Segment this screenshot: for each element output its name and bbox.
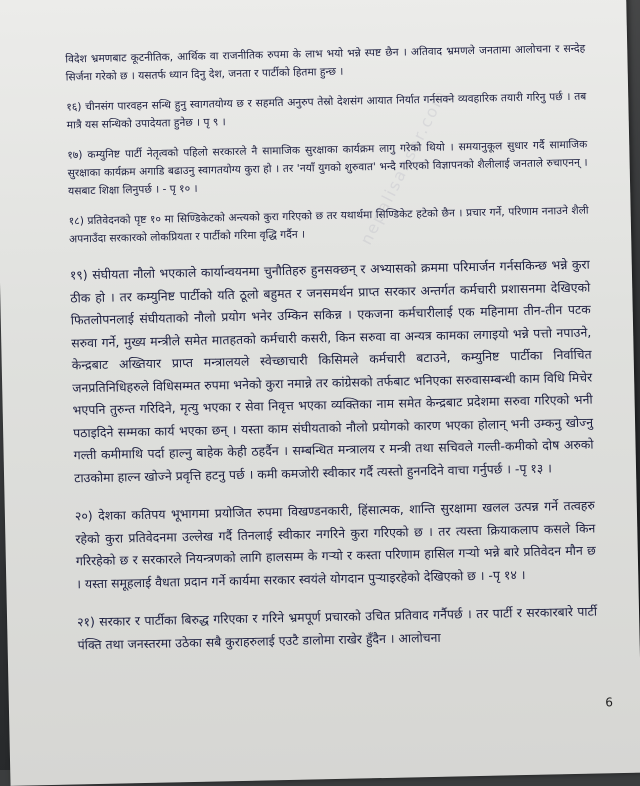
page-number: 6: [605, 695, 614, 710]
paragraph-intro: विदेश भ्रमणबाट कूटनीतिक, आर्थिक वा राजनीतिक रुपमा के लाभ भयो भन्ने स्पष्ट छैन । अतिवाद भ्रमणले जनतामा आलोचना र सन्देह सिर्जना गरेको छ । यसतर्फ ध्यान दिनु देश, जनता र पार्टीको हितमा हुन्छ ।: [65, 42, 586, 84]
paragraph-18: १८) प्रतिवेदनको पृष्ट १० मा सिण्डिकेटको अन्त्यको कुरा गरिएको छ तर यथार्थमा सिण्डिकेट हटेको छैन । प्रचार गर्ने, परिणाम ननाउने शैली अपनाउँदा सरकारको लोकप्रियता र पार्टीको गरिमा वृद्धि गर्दैन ।: [68, 204, 589, 246]
paragraph-19: १९) संघीयता नौलो भएकाले कार्यान्वयनमा चुनौतिहरु हुनसक्छन् र अभ्यासको क्रममा परिमार्जन गर्नसकिन्छ भन्ने कुरा ठीक हो । तर कम्युनिष्ट पार्टीको यति ठूलो बहुमत र जनसमर्थन प्राप्त सरकार अन्तर्गत कर्मचारी प्रशासनमा देखिएको फितलोपनलाई संघीयताको नौलो प्रयोग भनेर उम्किन सकिन्न । एकजना कर्मचारीलाई एक महिनामा तीन-तीन पटक सरुवा गर्ने, मुख्य मन्त्रीले समेत मातहतको कर्मचारी कसरी, किन सरुवा वा अन्यत्र कामका लगाइयो भन्ने पत्तो नपाउने, केन्द्रबाट अख्तियार प्राप्त मन्त्रालयले स्वेच्छाचारी किसिमले कर्मचारी बटाउने, कम्युनिष्ट पार्टीका निर्वाचित जनप्रतिनिधिहरुले विधिसम्मत रुपमा भनेको कुरा नमान्ने तर कांग्रेसको तर्फबाट भनिएका सरुवासम्बन्धी काम विधि मिचेर भएपनि तुरुन्त गरिदिने, मृत्यु भएका र सेवा निवृत्त भएका व्यक्तिका नाम समेत केन्द्रबाट प्रदेशमा सरुवा गरिएको भनी पठाइदिने सम्मका कार्य भएका छन् । यस्ता काम संघीयताको नौलो प्रयोगको कारण भएका होलान् भनी उम्कनु खोज्नु गल्ती कमीमाथि पर्दा हाल्नु बाहेक केही ठहर्दैन । सम्बन्धित मन्त्रालय र मन्त्री तथा सचिवले गल्ती-कमीको दोष अरुको टाउकोमा हाल्न खोज्ने प्रवृत्ति हटनु पर्छ । कमी कमजोरी स्वीकार गर्दै त्यस्तो हुननदिने वाचा गर्नुपर्छ । -पृ १३ ।: [69, 256, 594, 485]
paragraph-16: १६) चीनसंग पारवहन सन्धि हुनु स्वागतयोग्य छ र सहमति अनुरुप तेस्रो देशसंग आयात निर्यात गर्नसक्ने व्यवहारिक तयारी गरिनु पर्छ । तब मात्रै यस सन्धिको उपादेयता हुनेछ । पृ ९ ।: [66, 90, 587, 132]
watermark: nepalisansar.com: [356, 86, 451, 248]
page-body: [65, 24, 598, 657]
paragraph-20: २०) देशका कतिपय भूभागमा प्रयोजित रुपमा विखण्डनकारी, हिंसात्मक, शान्ति सुरक्षामा खलल उत्पन्न गर्ने तत्वहरु रहेको कुरा प्रतिवेदनमा उल्लेख गर्दै तिनलाई स्वीकार नगरिने कुरा गरिएको छ । तर त्यस्ता क्रियाकलाप कसले किन गरिरहेको छ र सरकारले नियन्त्रणको लागि हालसम्म के गऱ्यो र कस्ता परिणाम हासिल गऱ्यो भन्ने बारे प्रतिवेदन मौन छ । यस्ता समूहलाई वैधता प्रदान गर्ने कार्यमा सरकार स्वयंले योगदान पुऱ्याइरहेको देखिएको छ । -पृ १४ ।: [74, 497, 596, 591]
paragraph-17: १७) कम्युनिष्ट पार्टी नेतृत्वको पहिलो सरकारले नै सामाजिक सुरक्षाका कार्यक्रम लागु गरेको थियो । समयानुकूल सुधार गर्दै सामाजिक सुरक्षाका कार्यक्रम अगाडि बढाउनु स्वागतयोग्य कुरा हो । तर 'नयाँ युगको शुरुवात' भन्दै गरिएको विज्ञापनको शैलीलाई जनताले रुचाएनन् । यसबाट शिक्षा लिनुपर्छ । - पृ १० ।: [67, 138, 588, 198]
paragraph-21: २१) सरकार र पार्टीका बिरुद्ध गरिएका र गरिने भ्रमपूर्ण प्रचारको उचित प्रतिवाद गर्नैपर्छ । तर पार्टी र सरकारबारे पार्टी पंक्ति तथा जनस्तरमा उठेका सबै कुराहरुलाई एउटै डालोमा राखेर हुँदैन । आलोचना: [76, 603, 598, 652]
